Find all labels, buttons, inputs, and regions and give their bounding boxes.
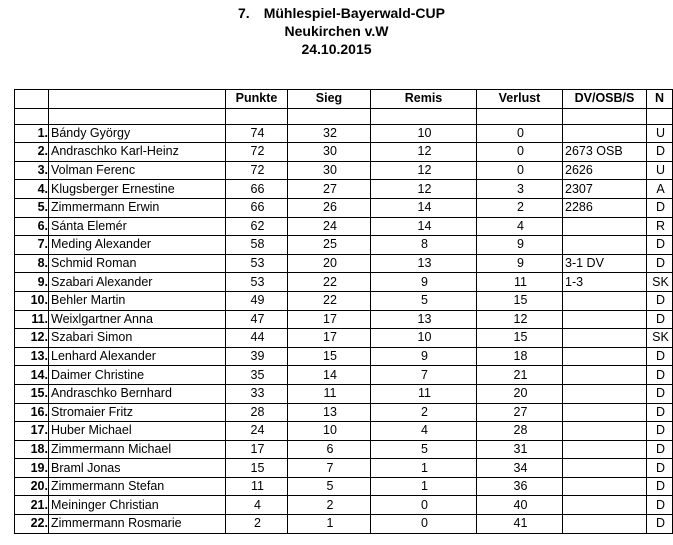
col-header-rank — [15, 90, 49, 109]
nation-cell: SK — [647, 273, 673, 292]
verlust-cell: 0 — [477, 124, 563, 143]
dv-osb-s-cell: 2286 — [563, 198, 647, 217]
nation-cell: U — [647, 124, 673, 143]
verlust-cell: 9 — [477, 236, 563, 255]
rank-cell: 3. — [15, 161, 49, 180]
remis-cell: 13 — [371, 254, 477, 273]
verlust-cell: 20 — [477, 384, 563, 403]
nation-cell: D — [647, 403, 673, 422]
verlust-cell: 15 — [477, 291, 563, 310]
rank-cell: 17. — [15, 422, 49, 441]
player-name-cell: Weixlgartner Anna — [49, 310, 226, 329]
dv-osb-s-cell — [563, 124, 647, 143]
sieg-cell: 20 — [288, 254, 371, 273]
table-row — [15, 236, 673, 255]
document-header — [0, 4, 673, 58]
nation-cell: D — [647, 347, 673, 366]
sieg-cell: 15 — [288, 347, 371, 366]
dv-osb-s-cell: 2626 — [563, 161, 647, 180]
nation-cell: D — [647, 496, 673, 515]
nation-cell: SK — [647, 329, 673, 348]
sieg-cell: 17 — [288, 310, 371, 329]
verlust-cell: 0 — [477, 143, 563, 162]
verlust-cell: 18 — [477, 347, 563, 366]
punkte-cell: 72 — [226, 143, 288, 162]
punkte-cell: 49 — [226, 291, 288, 310]
nation-cell: D — [647, 515, 673, 534]
remis-cell: 1 — [371, 477, 477, 496]
dv-osb-s-cell: 3-1 DV — [563, 254, 647, 273]
table-row — [15, 459, 673, 478]
sieg-cell: 30 — [288, 143, 371, 162]
table-row — [15, 329, 673, 348]
dv-osb-s-cell — [563, 291, 647, 310]
sieg-cell: 1 — [288, 515, 371, 534]
punkte-cell: 11 — [226, 477, 288, 496]
player-name-cell: Szabari Alexander — [49, 273, 226, 292]
sieg-cell: 11 — [288, 384, 371, 403]
punkte-cell: 4 — [226, 496, 288, 515]
col-header-dv: DV/OSB/S — [563, 90, 647, 109]
player-name-cell: Andraschko Bernhard — [49, 384, 226, 403]
verlust-cell: 21 — [477, 366, 563, 385]
dv-osb-s-cell — [563, 515, 647, 534]
sieg-cell: 22 — [288, 291, 371, 310]
sieg-cell: 30 — [288, 161, 371, 180]
nation-cell: D — [647, 236, 673, 255]
dv-osb-s-cell — [563, 496, 647, 515]
dv-osb-s-cell — [563, 366, 647, 385]
table-row — [15, 143, 673, 162]
results-body — [15, 108, 673, 533]
verlust-cell: 11 — [477, 273, 563, 292]
remis-cell: 14 — [371, 198, 477, 217]
table-row — [15, 384, 673, 403]
header-row — [15, 90, 673, 109]
nation-cell: D — [647, 459, 673, 478]
dv-osb-s-cell — [563, 236, 647, 255]
table-row — [15, 291, 673, 310]
rank-cell: 7. — [15, 236, 49, 255]
punkte-cell: 39 — [226, 347, 288, 366]
table-row — [15, 124, 673, 143]
rank-cell: 11. — [15, 310, 49, 329]
nation-cell: A — [647, 180, 673, 199]
verlust-cell: 34 — [477, 459, 563, 478]
rank-cell: 10. — [15, 291, 49, 310]
remis-cell: 9 — [371, 347, 477, 366]
rank-cell: 16. — [15, 403, 49, 422]
col-header-name — [49, 90, 226, 109]
punkte-cell: 58 — [226, 236, 288, 255]
nation-cell: D — [647, 143, 673, 162]
punkte-cell: 62 — [226, 217, 288, 236]
table-row — [15, 198, 673, 217]
sieg-cell: 7 — [288, 459, 371, 478]
verlust-cell: 0 — [477, 161, 563, 180]
nation-cell: D — [647, 477, 673, 496]
player-name-cell: Andraschko Karl-Heinz — [49, 143, 226, 162]
dv-osb-s-cell — [563, 217, 647, 236]
verlust-cell: 4 — [477, 217, 563, 236]
dv-osb-s-cell: 1-3 — [563, 273, 647, 292]
table-row — [15, 254, 673, 273]
remis-cell: 12 — [371, 143, 477, 162]
sieg-cell: 25 — [288, 236, 371, 255]
tournament-title: Mühlespiel-Bayerwald-CUP — [263, 5, 445, 21]
nation-cell: D — [647, 440, 673, 459]
nation-cell: D — [647, 291, 673, 310]
col-header-sieg: Sieg — [288, 90, 371, 109]
player-name-cell: Zimmermann Michael — [49, 440, 226, 459]
col-header-remis: Remis — [371, 90, 477, 109]
sieg-cell: 32 — [288, 124, 371, 143]
remis-cell: 9 — [371, 273, 477, 292]
nation-cell: D — [647, 384, 673, 403]
punkte-cell: 74 — [226, 124, 288, 143]
punkte-cell: 44 — [226, 329, 288, 348]
nation-cell: D — [647, 198, 673, 217]
table-row — [15, 477, 673, 496]
remis-cell: 5 — [371, 440, 477, 459]
player-name-cell: Huber Michael — [49, 422, 226, 441]
dv-osb-s-cell — [563, 310, 647, 329]
player-name-cell: Lenhard Alexander — [49, 347, 226, 366]
table-row — [15, 403, 673, 422]
sieg-cell: 27 — [288, 180, 371, 199]
sieg-cell: 26 — [288, 198, 371, 217]
table-row — [15, 422, 673, 441]
remis-cell: 14 — [371, 217, 477, 236]
table-row — [15, 310, 673, 329]
punkte-cell: 28 — [226, 403, 288, 422]
sieg-cell: 14 — [288, 366, 371, 385]
remis-cell: 8 — [371, 236, 477, 255]
player-name-cell: Zimmermann Stefan — [49, 477, 226, 496]
nation-cell: D — [647, 422, 673, 441]
punkte-cell: 53 — [226, 254, 288, 273]
rank-cell: 21. — [15, 496, 49, 515]
verlust-cell: 27 — [477, 403, 563, 422]
sieg-cell: 2 — [288, 496, 371, 515]
sieg-cell: 24 — [288, 217, 371, 236]
remis-cell: 5 — [371, 291, 477, 310]
verlust-cell: 36 — [477, 477, 563, 496]
punkte-cell: 2 — [226, 515, 288, 534]
player-name-cell: Braml Jonas — [49, 459, 226, 478]
sieg-cell: 10 — [288, 422, 371, 441]
sieg-cell: 22 — [288, 273, 371, 292]
rank-cell: 2. — [15, 143, 49, 162]
verlust-cell: 2 — [477, 198, 563, 217]
player-name-cell: Meding Alexander — [49, 236, 226, 255]
table-row — [15, 217, 673, 236]
rank-cell: 15. — [15, 384, 49, 403]
dv-osb-s-cell: 2673 OSB — [563, 143, 647, 162]
punkte-cell: 72 — [226, 161, 288, 180]
punkte-cell: 66 — [226, 180, 288, 199]
remis-cell: 0 — [371, 515, 477, 534]
dv-osb-s-cell — [563, 347, 647, 366]
dv-osb-s-cell: 2307 — [563, 180, 647, 199]
punkte-cell: 15 — [226, 459, 288, 478]
rank-cell: 4. — [15, 180, 49, 199]
verlust-cell: 41 — [477, 515, 563, 534]
rank-cell: 22. — [15, 515, 49, 534]
player-name-cell: Klugsberger Ernestine — [49, 180, 226, 199]
player-name-cell: Stromaier Fritz — [49, 403, 226, 422]
remis-cell: 12 — [371, 161, 477, 180]
rank-cell: 1. — [15, 124, 49, 143]
player-name-cell: Sánta Elemér — [49, 217, 226, 236]
remis-cell: 7 — [371, 366, 477, 385]
rank-cell: 8. — [15, 254, 49, 273]
dv-osb-s-cell — [563, 440, 647, 459]
rank-cell: 20. — [15, 477, 49, 496]
player-name-cell: Zimmermann Rosmarie — [49, 515, 226, 534]
verlust-cell: 31 — [477, 440, 563, 459]
punkte-cell: 33 — [226, 384, 288, 403]
col-header-punkte: Punkte — [226, 90, 288, 109]
sieg-cell: 5 — [288, 477, 371, 496]
punkte-cell: 17 — [226, 440, 288, 459]
player-name-cell: Meininger Christian — [49, 496, 226, 515]
remis-cell: 10 — [371, 124, 477, 143]
punkte-cell: 66 — [226, 198, 288, 217]
dv-osb-s-cell — [563, 384, 647, 403]
rank-cell: 19. — [15, 459, 49, 478]
remis-cell: 11 — [371, 384, 477, 403]
remis-cell: 0 — [371, 496, 477, 515]
rank-cell: 14. — [15, 366, 49, 385]
nation-cell: U — [647, 161, 673, 180]
tournament-date: 24.10.2015 — [301, 41, 372, 57]
dv-osb-s-cell — [563, 422, 647, 441]
table-row — [15, 496, 673, 515]
nation-cell: R — [647, 217, 673, 236]
player-name-cell: Schmid Roman — [49, 254, 226, 273]
col-header-n: N — [647, 90, 673, 109]
verlust-cell: 15 — [477, 329, 563, 348]
table-row — [15, 440, 673, 459]
sieg-cell: 6 — [288, 440, 371, 459]
punkte-cell: 35 — [226, 366, 288, 385]
dv-osb-s-cell — [563, 403, 647, 422]
player-name-cell: Szabari Simon — [49, 329, 226, 348]
dv-osb-s-cell — [563, 477, 647, 496]
table-row — [15, 180, 673, 199]
rank-cell: 12. — [15, 329, 49, 348]
table-row — [15, 347, 673, 366]
table-row — [15, 366, 673, 385]
nation-cell: D — [647, 310, 673, 329]
remis-cell: 13 — [371, 310, 477, 329]
remis-cell: 1 — [371, 459, 477, 478]
nation-cell: D — [647, 366, 673, 385]
tournament-location: Neukirchen v.W — [284, 23, 389, 39]
table-row — [15, 515, 673, 534]
punkte-cell: 53 — [226, 273, 288, 292]
remis-cell: 12 — [371, 180, 477, 199]
results-table — [14, 89, 673, 534]
dv-osb-s-cell — [563, 459, 647, 478]
player-name-cell: Bándy György — [49, 124, 226, 143]
col-header-verlust: Verlust — [477, 90, 563, 109]
blank-row — [15, 108, 673, 124]
punkte-cell: 47 — [226, 310, 288, 329]
dv-osb-s-cell — [563, 329, 647, 348]
punkte-cell: 24 — [226, 422, 288, 441]
rank-cell: 6. — [15, 217, 49, 236]
table-row — [15, 161, 673, 180]
verlust-cell: 9 — [477, 254, 563, 273]
verlust-cell: 40 — [477, 496, 563, 515]
sieg-cell: 13 — [288, 403, 371, 422]
rank-cell: 5. — [15, 198, 49, 217]
remis-cell: 10 — [371, 329, 477, 348]
player-name-cell: Daimer Christine — [49, 366, 226, 385]
tournament-title-line — [0, 4, 673, 22]
nation-cell: D — [647, 254, 673, 273]
verlust-cell: 3 — [477, 180, 563, 199]
rank-cell: 9. — [15, 273, 49, 292]
remis-cell: 4 — [371, 422, 477, 441]
rank-cell: 13. — [15, 347, 49, 366]
player-name-cell: Behler Martin — [49, 291, 226, 310]
rank-cell: 18. — [15, 440, 49, 459]
verlust-cell: 28 — [477, 422, 563, 441]
remis-cell: 2 — [371, 403, 477, 422]
sieg-cell: 17 — [288, 329, 371, 348]
verlust-cell: 12 — [477, 310, 563, 329]
edition-number: 7. — [238, 5, 250, 21]
table-row — [15, 273, 673, 292]
player-name-cell: Zimmermann Erwin — [49, 198, 226, 217]
player-name-cell: Volman Ferenc — [49, 161, 226, 180]
